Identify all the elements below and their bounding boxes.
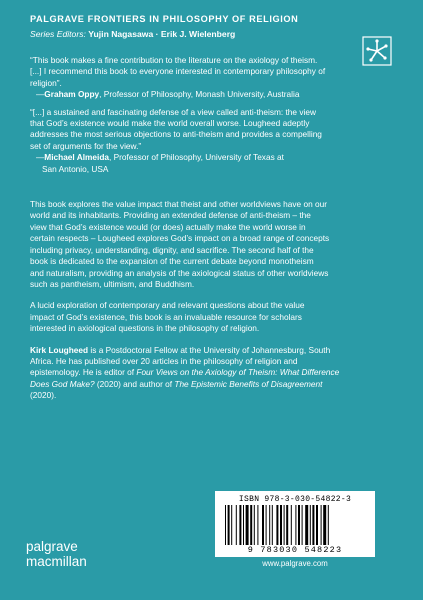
back-cover-text — [30, 55, 375, 402]
barcode-bars — [223, 505, 367, 545]
author-name: Kirk Lougheed — [30, 344, 89, 355]
barcode-panel — [215, 491, 375, 570]
quote-almeida-attribution: —Michael Almeida, Professor of Philosophy, University of Texas at San Antonio, USA — [36, 152, 284, 174]
isbn-text: ISBN 978-3-030-54822-3 — [238, 495, 352, 504]
quote-almeida: “[...] a sustained and fascinating defense of a view called anti-theism: the view that God’s existence would make the world overall worse. Lougheed adeptly addresses the most serious objections to anti-theism and provides a compelling set of arguments for the view.” — [30, 106, 322, 151]
summary-paragraph: A lucid exploration of contemporary and relevant questions about the value impact of God’s existence, this book is an invaluable resource for scholars interested in axiological questions in the philosophy of religion. — [30, 300, 305, 334]
publisher-line-1: palgrave — [26, 539, 78, 554]
quote-oppy: “This book makes a fine contribution to the literature on the axiology of theism. [...] I recommend this book to everyone interested in contemporary philosophy of religion”. — [30, 55, 326, 88]
series-editors — [30, 29, 235, 39]
publisher-url: www.palgrave.com — [215, 557, 375, 570]
publisher-line-2: macmillan — [26, 553, 87, 569]
series-editors-names: Yujin Nagasawa · Erik J. Wielenberg — [88, 29, 236, 39]
author-bio-paragraph: Kirk Lougheed is a Postdoctoral Fellow at the University of Johannesburg, South Africa. He has published over 20 articles in the philosophy of religion and epistemology. He is editor of Four Views on the Axiology of Theism: What Difference Does God Make? (2020) and author of The Epistemic Benefits of Disagreement (2020). — [30, 344, 340, 401]
series-editors-label: Series Editors: — [30, 29, 86, 39]
series-title: PALGRAVE FRONTIERS IN PHILOSOPHY OF RELIGION — [30, 14, 299, 24]
quote-oppy-attribution: —Graham Oppy, Professor of Philosophy, Monash University, Australia — [36, 89, 300, 100]
description-paragraph: This book explores the value impact that theist and other worldviews have on our world and its inhabitants. Providing an extended defense of anti-theism – the view that God’s existence would (or does) actually make the world worse in certain respects – Lougheed explores God’s impact on a broad range of concepts including privacy, understanding, dignity, and sacrifice. The second half of the book is dedicated to the expansion of the current debate beyond monotheism and naturalism, providing an analysis of the axiological status of other worldviews such as pantheism, ultimism, and Buddhism. — [30, 199, 330, 289]
publisher-logo — [26, 540, 87, 569]
barcode-digits: 9 783030 548223 — [247, 545, 343, 555]
